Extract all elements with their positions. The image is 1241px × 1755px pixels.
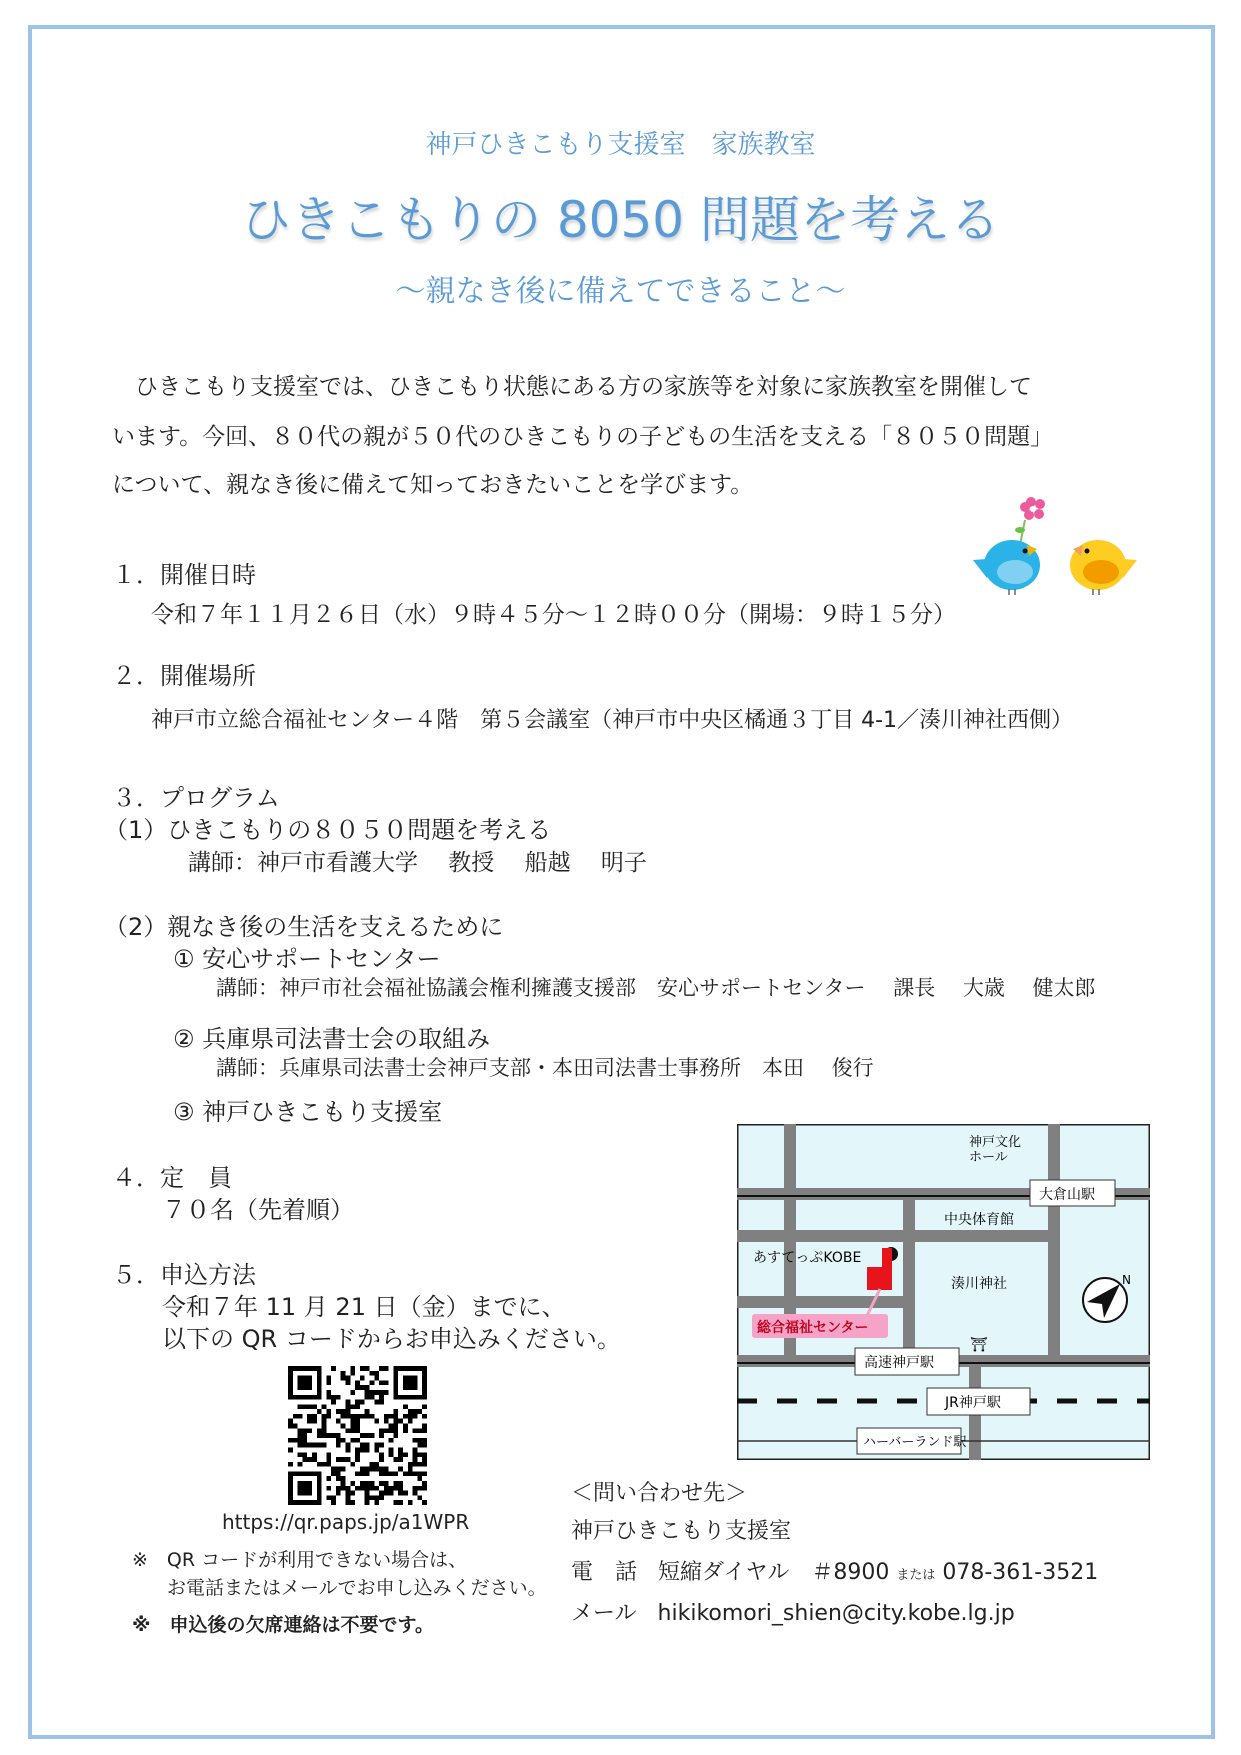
program-part2-title: （2）親なき後の生活を支えるために bbox=[104, 913, 504, 941]
intro-line: について、親なき後に備えて知っておきたいことを学びます。 bbox=[112, 472, 754, 498]
birds-illustration bbox=[965, 490, 1145, 595]
map-label-bunka-hall: 神戸文化 bbox=[969, 1135, 1022, 1150]
program-part1-lecturer: 講師：神戸市看護大学 教授 船越 明子 bbox=[188, 850, 647, 876]
capacity-heading: ４．定 員 bbox=[112, 1164, 232, 1192]
venue-value: 神戸市立総合福祉センター４階 第５会議室（神戸市中央区橘通３丁目 4-1／湊川神社西側） bbox=[151, 708, 1074, 733]
apply-heading: ５．申込方法 bbox=[112, 1261, 256, 1289]
program-part1-title: （1）ひきこもりの８０５０問題を考える bbox=[104, 816, 552, 844]
map-label-astep: あすてっぷKOBE bbox=[753, 1250, 862, 1266]
intro-line: います。今回、８０代の親が５０代のひきこもりの子どもの生活を支える「８０５０問題」 bbox=[112, 424, 1054, 450]
contact-heading: ＜問い合わせ先＞ bbox=[571, 1481, 748, 1506]
program-heading: ３．プログラム bbox=[112, 784, 280, 812]
access-map bbox=[737, 1124, 1150, 1460]
program-item-lecturer: 講師：神戸市社会福祉協議会権利擁護支援部 安心サポートセンター 課長 大歳 健太郎 bbox=[216, 976, 1096, 1000]
map-label-okurayama: 大倉山駅 bbox=[1039, 1187, 1095, 1203]
datetime-value: 令和７年１１月２６日（水）９時４５分～１２時００分（開場：９時１５分） bbox=[151, 602, 956, 628]
phone-number[interactable]: 078-361-3521 bbox=[942, 1560, 1099, 1585]
organizer: 神戸ひきこもり支援室 家族教室 bbox=[425, 130, 816, 160]
capacity-value: ７０名（先着順） bbox=[162, 1196, 354, 1224]
tagline: ～親なき後に備えてできること～ bbox=[395, 274, 846, 309]
contact-phone-row bbox=[571, 1555, 1098, 1586]
map-torii-icon: ⛩ bbox=[970, 1337, 988, 1353]
note-qr-alt: お電話またはメールでお申し込みください。 bbox=[167, 1577, 547, 1599]
map-label-center: 総合福祉センター bbox=[757, 1320, 869, 1336]
qr-url[interactable]: https://qr.paps.jp/a1WPR bbox=[222, 1510, 470, 1534]
note-cancel: ※ 申込後の欠席連絡は不要です。 bbox=[132, 1614, 434, 1636]
apply-line: 令和７年 11 月 21 日（金）までに、 bbox=[162, 1293, 566, 1321]
phone-short: 短縮ダイヤル ＃8900 bbox=[658, 1560, 890, 1585]
map-label-bunka-hall: ホール bbox=[969, 1150, 1008, 1165]
map-label-gym: 中央体育館 bbox=[944, 1212, 1014, 1228]
program-item-title: ② 兵庫県司法書士会の取組み bbox=[173, 1025, 491, 1053]
qr-code[interactable] bbox=[288, 1366, 427, 1505]
map-label-jr: JR神戸駅 bbox=[945, 1395, 1001, 1411]
map-label-kosoku: 高速神戸駅 bbox=[864, 1355, 934, 1371]
phone-or: または bbox=[896, 1568, 936, 1583]
contact-mail-row bbox=[571, 1596, 1015, 1627]
venue-heading: ２．開催場所 bbox=[112, 662, 256, 690]
program-item-lecturer: 講師：兵庫県司法書士会神戸支部・本田司法書士事務所 本田 俊行 bbox=[216, 1056, 874, 1080]
mail-label: メール bbox=[571, 1601, 637, 1626]
page-title: ひきこもりの 8050 問題を考える bbox=[240, 191, 1001, 249]
contact-org: 神戸ひきこもり支援室 bbox=[571, 1519, 792, 1544]
intro-line: ひきこもり支援室では、ひきこもり状態にある方の家族等を対象に家族教室を開催して bbox=[112, 374, 1032, 400]
svg-text:N: N bbox=[1122, 1273, 1131, 1287]
program-item-title: ① 安心サポートセンター bbox=[173, 945, 441, 973]
mail-address[interactable]: hikikomori_shien@city.kobe.lg.jp bbox=[657, 1601, 1015, 1626]
map-label-shrine: 湊川神社 bbox=[951, 1276, 1007, 1292]
note-qr: ※ QR コードが利用できない場合は、 bbox=[132, 1549, 468, 1571]
program-item-title: ③ 神戸ひきこもり支援室 bbox=[173, 1098, 443, 1126]
map-label-harbor: ハーバーランド駅 bbox=[863, 1435, 967, 1450]
phone-label: 電 話 bbox=[571, 1560, 638, 1585]
apply-line: 以下の QR コードからお申込みください。 bbox=[162, 1325, 621, 1353]
datetime-heading: １．開催日時 bbox=[112, 561, 256, 589]
